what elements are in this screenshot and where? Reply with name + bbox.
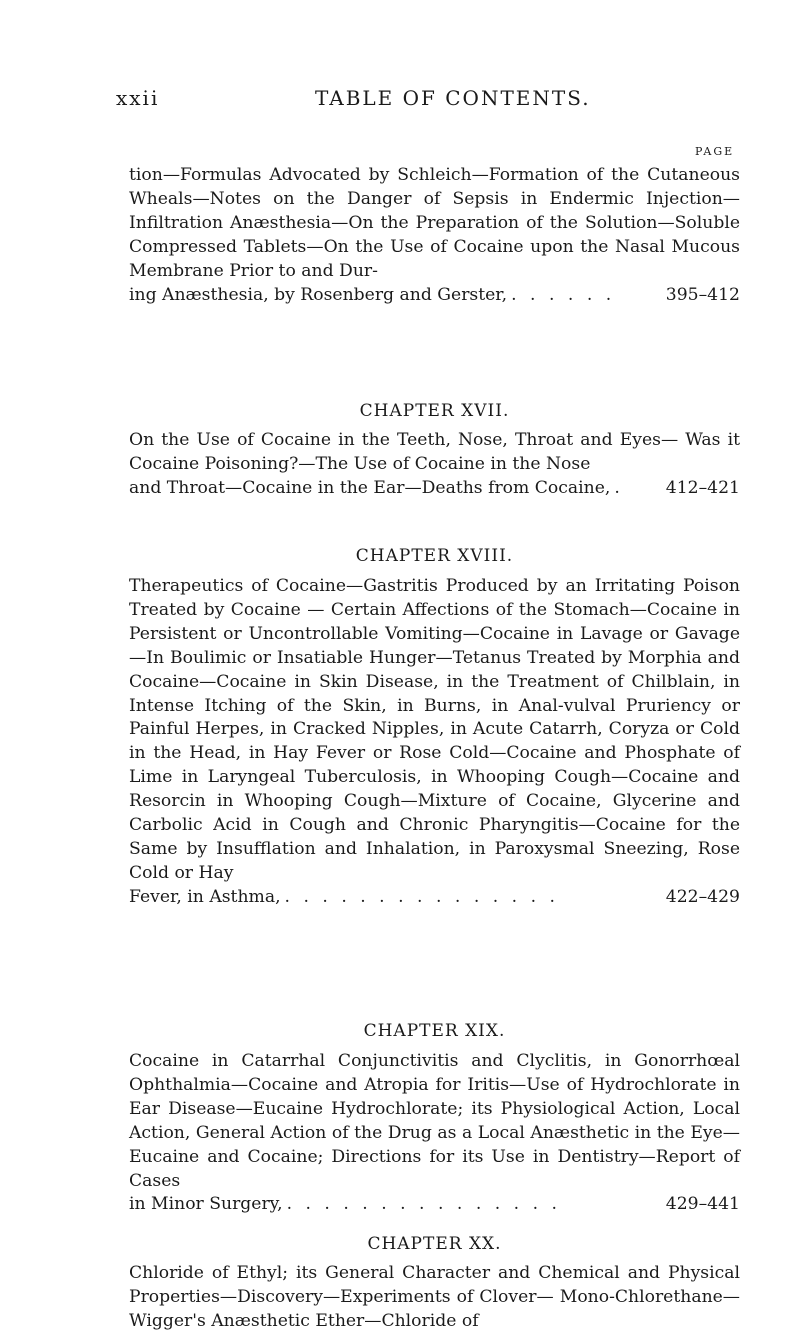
dot-leader: . . . . . . bbox=[511, 284, 616, 305]
entry-text: Therapeutics of Cocaine—Gastritis Produced by an Irritating Poison Treated by Cocaine — Certain Affections of the Stomach—Cocaine in Persistent or Uncontrollable Vomiting—Cocaine in Lavage or Gavage—In Boulimic or Insatiable Hunger—Tetanus Treated by Morphia and Cocaine—Cocaine in Skin Disease, in the Treatment of Chilblain, in Intense Itching of the Skin, in Burns, in Anal-vulval Pruriency or Painful Herpes, in Cracked Nipples, in Acute Catarrh, Coryza or Cold in the Head, in Hay Fever or Rose Cold—Cocaine and Phosphate of Lime in Laryngeal Tuberculosis, in Whooping Cough—Cocaine and Resorcin in Whooping Cough—Mixture of Cocaine, Glycerine and Carbolic Acid in Cough and Chronic Pharyngitis—Cocaine for the Same by Insufflation and Inhalation, in Paroxysmal Sneezing, Rose Cold or Hay bbox=[129, 576, 740, 883]
chapter-entry bbox=[129, 575, 740, 910]
entry-tail bbox=[129, 1193, 740, 1217]
entry-text: tion—Formulas Advocated by Schleich—Formation of the Cutaneous Wheals—Notes on the Danger of Sepsis in Endermic Injection—Infiltration Anæsthesia—On the Preparation of the Solution—Soluble Compressed Tablets—On the Use of Cocaine upon the Nasal Mucous Membrane Prior to and Dur- bbox=[129, 165, 740, 281]
entry-tail-text: in Minor Surgery, bbox=[129, 1194, 283, 1215]
entry-tail bbox=[129, 886, 740, 910]
running-head bbox=[116, 86, 676, 116]
page-column-label: PAGE bbox=[695, 145, 735, 158]
chapter-entry bbox=[129, 1262, 740, 1331]
page-range: 429–441 bbox=[665, 1194, 740, 1215]
chapter-heading: CHAPTER XVII. bbox=[359, 401, 510, 421]
dot-leader: . . . . . . . . . . . . . . . bbox=[284, 886, 559, 907]
chapter-heading: CHAPTER XVIII. bbox=[355, 546, 514, 566]
page-range: 422–429 bbox=[665, 886, 740, 907]
chapter-heading: CHAPTER XIX. bbox=[363, 1021, 506, 1041]
page-range: 412–421 bbox=[665, 477, 740, 498]
page-range: 395–412 bbox=[665, 284, 740, 305]
entry-text: Chloride of Ethyl; its General Character and Chemical and Physical Properties—Discovery—Experiments of Clover— Mono-Chlorethane—Wigger's Anæsthetic Ether—Chloride of bbox=[129, 1263, 740, 1331]
chapter-entry bbox=[129, 429, 740, 501]
dot-leader: . . . . . . . . . . . . . . . bbox=[286, 1194, 562, 1215]
entry-tail-text: Fever, in Asthma, bbox=[129, 886, 281, 907]
chapter-entry bbox=[129, 1050, 740, 1217]
continued-entry bbox=[129, 164, 740, 307]
chapter-heading: CHAPTER XX. bbox=[367, 1234, 502, 1254]
page-number: xxii bbox=[116, 86, 160, 110]
running-title: TABLE OF CONTENTS. bbox=[315, 86, 591, 110]
entry-tail-text: and Throat—Cocaine in the Ear—Deaths from Cocaine, bbox=[129, 477, 611, 498]
entry-tail-text: ing Anæsthesia, by Rosenberg and Gerster, bbox=[129, 284, 508, 305]
entry-text: On the Use of Cocaine in the Teeth, Nose, Throat and Eyes— Was it Cocaine Poisoning?—The Use of Cocaine in the Nose bbox=[129, 430, 740, 474]
entry-tail bbox=[129, 477, 740, 501]
dot-leader: . bbox=[614, 477, 624, 498]
entry-tail bbox=[129, 284, 740, 308]
entry-text: Cocaine in Catarrhal Conjunctivitis and Clyclitis, in Gonorrhœal Ophthalmia—Cocaine and Atropia for Iritis—Use of Hydrochlorate in Ear Disease—Eucaine Hydrochlorate; its Physiological Action, Local Action, General Action of the Drug as a Local Anæsthetic in the Eye—Eucaine and Cocaine; Directions for its Use in Dentistry—Report of Cases bbox=[129, 1051, 740, 1191]
